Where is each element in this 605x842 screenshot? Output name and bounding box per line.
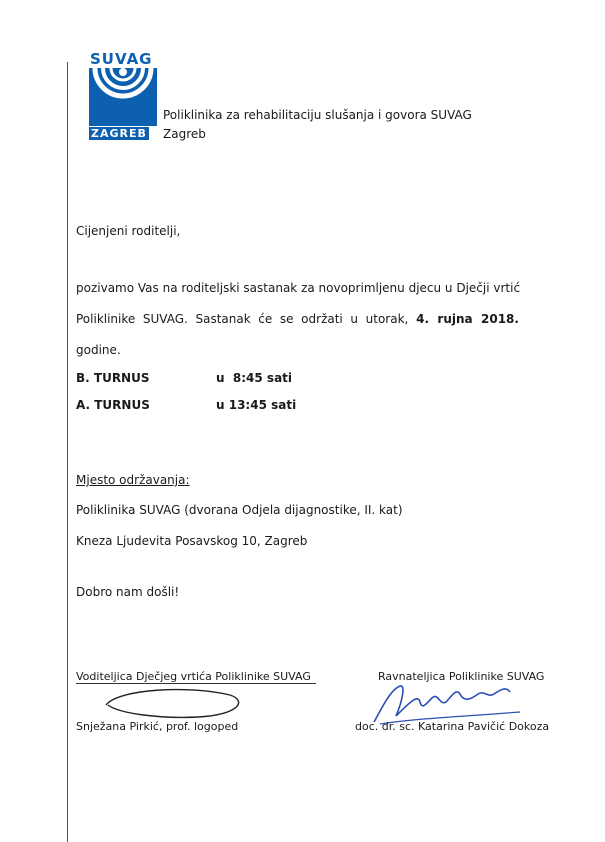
right-signatory-name: doc. dr. sc. Katarina Pavičić Dokoza <box>355 720 550 733</box>
body-line-3: godine. <box>76 343 121 357</box>
venue-line-2: Kneza Ljudevita Posavskog 10, Zagreb <box>76 534 308 548</box>
margin-line <box>67 62 68 842</box>
logo-arcs-icon <box>89 68 157 126</box>
body-line-2-text: Poliklinike SUVAG. Sastanak će se održati u utorak, <box>76 312 409 326</box>
body-line-2 <box>76 312 519 326</box>
schedule-time-b: u 8:45 sati <box>216 371 293 385</box>
closing: Dobro nam došli! <box>76 585 180 599</box>
logo-top-text: SUVAG <box>90 50 153 68</box>
schedule-turnus-a: A. TURNUS <box>76 398 150 412</box>
meeting-date: 4. rujna 2018. <box>416 312 519 326</box>
venue-heading: Mjesto održavanja: <box>76 473 190 487</box>
schedule-time-a: u 13:45 sati <box>216 398 297 412</box>
left-signatory-role: Voditeljica Dječjeg vrtića Poliklinike SUVAG <box>76 670 311 683</box>
schedule-turnus-b: B. TURNUS <box>76 371 150 385</box>
venue-line-1: Poliklinika SUVAG (dvorana Odjela dijagnostike, II. kat) <box>76 503 403 517</box>
right-signatory-role: Ravnateljica Poliklinike SUVAG <box>378 670 545 683</box>
suvag-logo <box>86 50 158 142</box>
institution-city: Zagreb <box>163 127 206 141</box>
institution-name: Poliklinika za rehabilitaciju slušanja i govora SUVAG <box>163 108 472 122</box>
left-signatory-name: Snježana Pirkić, prof. logoped <box>76 720 239 733</box>
left-signature-icon <box>98 683 248 723</box>
logo-bottom-text: ZAGREB <box>91 127 147 140</box>
body-line-1: pozivamo Vas na roditeljski sastanak za novoprimljenu djecu u Dječji vrtić <box>76 281 521 295</box>
greeting: Cijenjeni roditelji, <box>76 224 181 238</box>
